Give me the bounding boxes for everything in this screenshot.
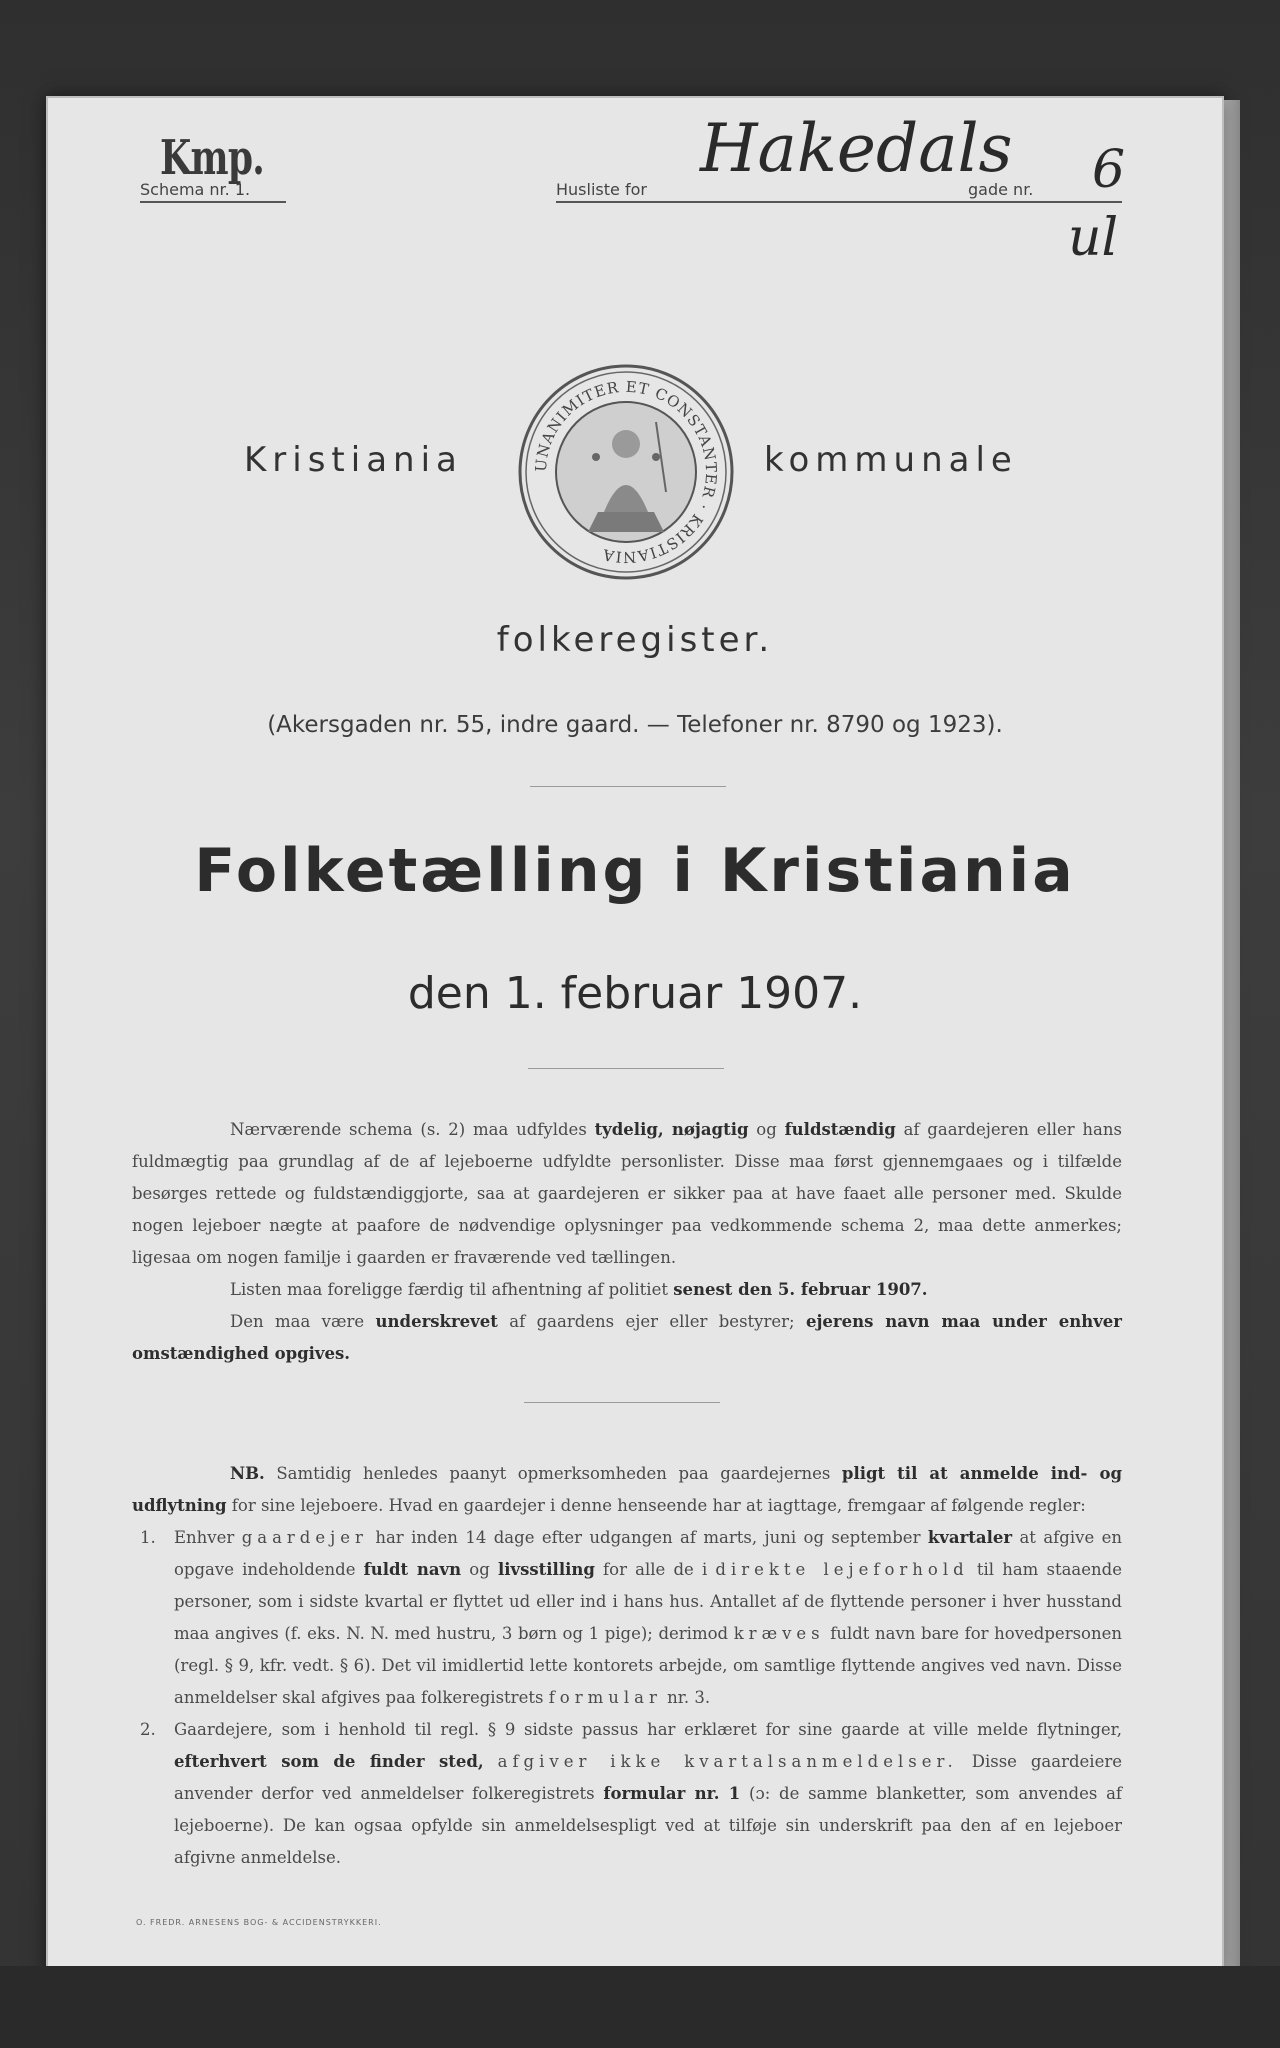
divider	[530, 786, 726, 787]
handwritten-street-name: Hakedals	[700, 110, 1013, 187]
instructions-paragraph: Nærværende schema (s. 2) maa udfyldes tydelig, nøjagtig og fuldstændig af gaardejeren eller hans fuldmægtig paa grundlag af de af lejeboerne udfyldte personlister. Disse maa først gjennemgaaes og i tilfælde besørges rettede og fuldstændiggjorte, saa at gaardejeren er sikker paa at have faaet alle personer med. Skulde nogen lejeboer nægte at paafore de nødvendige oplysninger paa vedkommende schema 2, maa dette anmerkes; ligesaa om nogen familje i gaarden er fraværende ved tællingen.	[132, 1120, 1122, 1267]
seal-inscription: UNANIMITER ET CONSTANTER · KRISTIANIA	[531, 377, 721, 567]
printer-imprint: O. FREDR. ARNESENS BOG- & ACCIDENSTRYKKERI.	[136, 1918, 382, 1927]
kmp-stamp: Kmp.	[160, 130, 265, 186]
instructions-intro	[132, 1114, 1122, 1370]
divider	[524, 1402, 720, 1403]
scan-bottom-margin	[0, 1966, 1280, 2048]
kristiania-seal-icon	[516, 362, 736, 582]
signature-paragraph: Den maa være underskrevet af gaardens ejer eller bestyrer; ejerens navn maa under enhver omstændighed opgives.	[132, 1312, 1122, 1363]
sub-title-date: den 1. februar 1907.	[407, 968, 863, 1019]
husliste-underline	[556, 201, 1122, 203]
paper-edge	[1224, 100, 1240, 1980]
list-item: 1. Enhver gaardejer har inden 14 dage efter udgangen af marts, juni og september kvartaler at afgive en opgave indeholdende fuldt navn og livsstilling for alle de i direkte lejeforhold til ham staaende personer, som i sidste kvartal er flyttet ud eller ind i hans hus. Antallet af de flyttende personer i hver husstand maa angives (f. eks. N. N. med hustru, 3 børn og 1 pige); derimod kræves fuldt navn bare for hovedpersonen (regl. § 9, kfr. vedt. § 6). Det vil imidlertid lette kontorets arbejde, om samtlige flyttende angives ved navn. Disse anmeldelser skal afgives paa folkeregistrets formular nr. 3.	[140, 1528, 1123, 1707]
rules-list	[132, 1522, 1122, 1874]
deadline-paragraph: Listen maa foreligge færdig til afhentning af politiet senest den 5. februar 1907.	[230, 1280, 928, 1299]
handwritten-house-number: 6	[1092, 140, 1126, 200]
divider	[528, 1068, 724, 1069]
main-title: Folketælling i Kristiania	[194, 836, 1076, 906]
title-kommunale: kommunale	[764, 440, 1018, 480]
husliste-label: Husliste for	[556, 180, 647, 199]
office-address: (Akersgaden nr. 55, indre gaard. — Telefoner nr. 8790 og 1923).	[267, 712, 1003, 738]
handwritten-annotation: ul	[1068, 208, 1119, 268]
nb-paragraph: NB. Samtidig henledes paanyt opmerksomheden paa gaardejernes pligt til at anmelde ind- og udflytning for sine lejeboere. Hvad en gaardejer i denne henseende har at iagttage, fremgaar af følgende regler:	[132, 1464, 1122, 1515]
title-folkeregister: folkeregister.	[496, 620, 774, 660]
title-kristiania: Kristiania	[244, 440, 463, 480]
nb-notice	[132, 1458, 1122, 1874]
list-item: 2. Gaardejere, som i henhold til regl. § 9 sidste passus har erklæret for sine gaarde at ville melde flytninger, efterhvert som de finder sted, afgiver ikke kvartalsanmeldelser. Disse gaardeiere anvender derfor ved anmeldelser folkeregistrets formular nr. 1 (ɔ: de samme blanketter, som anvendes af lejeboerne). De kan ogsaa opfylde sin anmeldelsespligt ved at tilføje sin underskrift paa den af en lejeboer afgivne anmeldelse.	[140, 1720, 1123, 1867]
schema-number: Schema nr. 1.	[140, 180, 286, 203]
gade-label: gade nr.	[968, 180, 1034, 199]
